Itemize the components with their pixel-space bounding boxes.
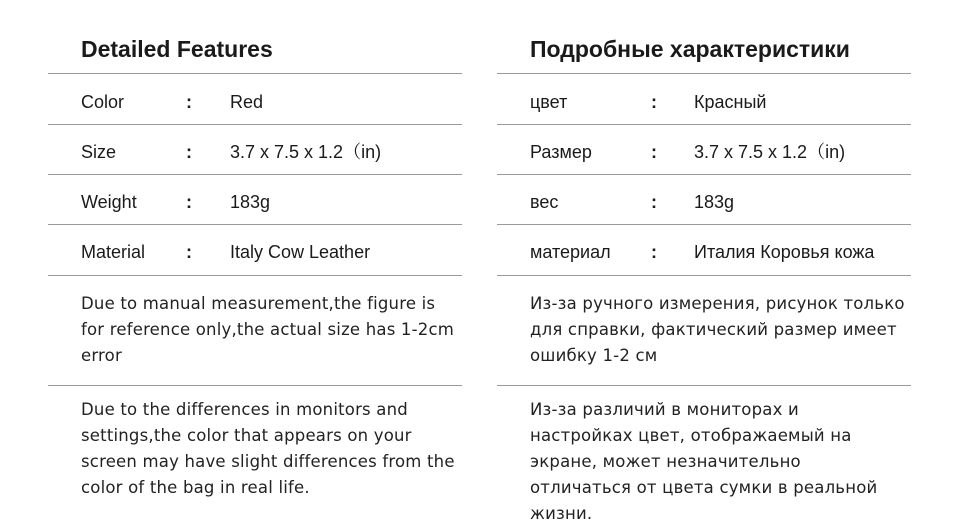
spec-row-weight — [48, 177, 462, 227]
divider — [497, 124, 911, 125]
spec-value: Италия Коровья кожа — [694, 242, 875, 262]
color-disclaimer-note: Due to the differences in monitors and settings,the color that appears on your screen may have slight differences from the color of the bag in real life. — [81, 400, 455, 497]
spec-label: вес — [530, 192, 559, 212]
english-title: Detailed Features — [81, 36, 273, 62]
spec-row-size — [497, 127, 911, 177]
spec-colon: : — [651, 192, 657, 212]
spec-label: цвет — [530, 92, 568, 112]
divider — [497, 224, 911, 225]
russian-title: Подробные характеристики — [530, 36, 850, 62]
spec-label: Size — [81, 142, 117, 162]
spec-value: Красный — [694, 92, 767, 112]
spec-row-color — [497, 77, 911, 127]
spec-colon: : — [186, 242, 192, 262]
spec-value: Red — [230, 92, 264, 112]
spec-label: Weight — [81, 192, 137, 212]
divider — [497, 275, 911, 276]
spec-colon: : — [651, 242, 657, 262]
spec-label: материал — [530, 242, 611, 262]
spec-label: Material — [81, 242, 146, 262]
divider — [497, 385, 911, 386]
divider — [48, 275, 462, 276]
divider — [48, 224, 462, 225]
divider — [48, 73, 462, 74]
divider — [497, 174, 911, 175]
spec-label: Размер — [530, 142, 592, 162]
spec-row-weight — [497, 177, 911, 227]
divider — [48, 174, 462, 175]
spec-value: Italy Cow Leather — [230, 242, 371, 262]
spec-colon: : — [186, 142, 192, 162]
measurement-note: Из-за ручного измерения, рисунок только для справки, фактический размер имеет ошибку 1-2 см — [530, 294, 905, 365]
divider — [48, 385, 462, 386]
spec-row-material — [497, 227, 911, 277]
measurement-note: Due to manual measurement,the figure is for reference only,the actual size has 1-2cm error — [81, 294, 455, 365]
divider — [48, 124, 462, 125]
spec-colon: : — [186, 192, 192, 212]
spec-row-color — [48, 77, 462, 127]
spec-colon: : — [651, 142, 657, 162]
color-disclaimer-note: Из-за различий в мониторах и настройках цвет, отображаемый на экране, может незначительно отличаться от цвета сумки в реальной жизни. — [530, 400, 878, 523]
spec-row-size — [48, 127, 462, 177]
spec-colon: : — [651, 92, 657, 112]
spec-colon: : — [186, 92, 192, 112]
spec-value: 183g — [230, 192, 271, 212]
divider — [497, 73, 911, 74]
spec-value: 183g — [694, 192, 735, 212]
spec-label: Color — [81, 92, 125, 112]
spec-value: 3.7 x 7.5 x 1.2（in) — [694, 142, 846, 162]
spec-value: 3.7 x 7.5 x 1.2（in) — [230, 142, 382, 162]
spec-row-material — [48, 227, 462, 277]
